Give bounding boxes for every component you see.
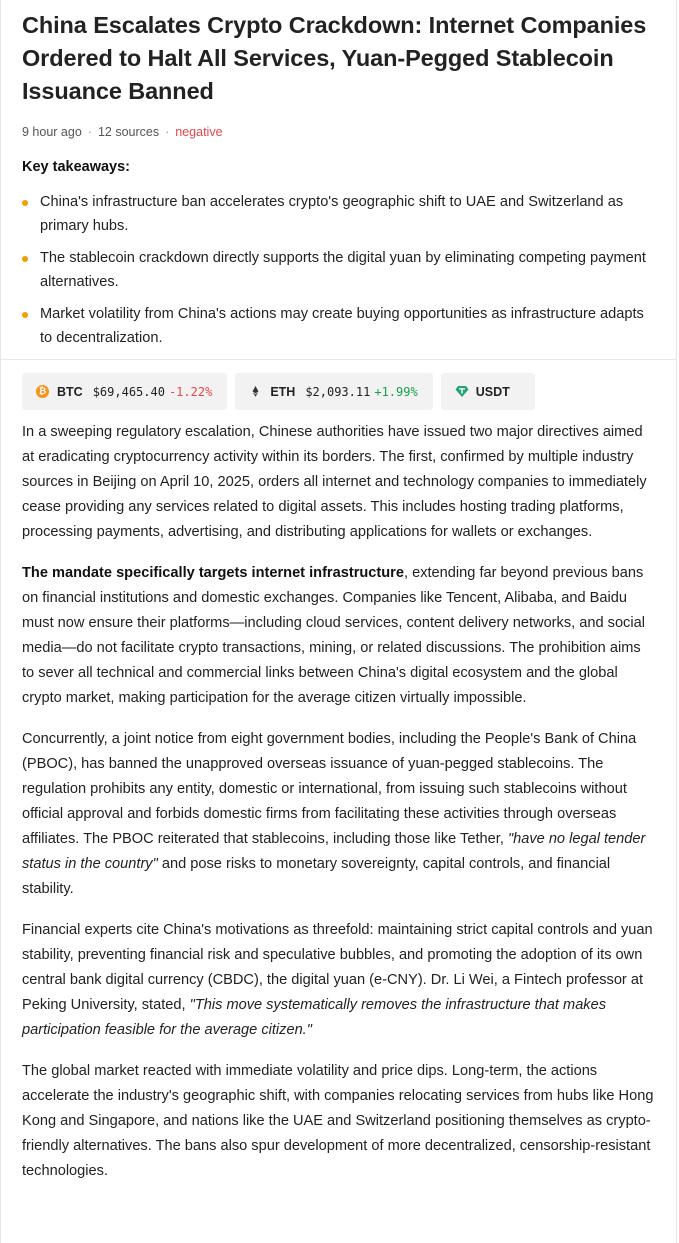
- sources-link[interactable]: 12 sources: [97, 125, 160, 139]
- paragraph-text: , extending far beyond previous bans on financial institutions and domestic exchanges. Companies like Tencent, Alibaba, and Baidu must now ensure their platforms—including cloud services, content delivery networks, and social media—do not facilitate crypto transactions, mining, or related discussions. The prohibition aims to sever all technical and commercial links between China's digital ecosystem and the global crypto market, making participation for the average citizen virtually impossible.: [22, 565, 645, 706]
- quote-text: "have no legal tender status in the country": [22, 831, 646, 872]
- list-item: [22, 191, 656, 238]
- meta-separator: ·: [165, 125, 170, 139]
- bitcoin-icon: ₿: [36, 385, 49, 398]
- takeaway-text: China's infrastructure ban accelerates crypto's geographic shift to UAE and Switzerland as primary hubs.: [40, 194, 624, 234]
- ticker-symbol: ETH: [270, 384, 296, 399]
- ethereum-icon: [249, 385, 262, 398]
- article-meta: [22, 125, 656, 139]
- ticker-symbol: USDT: [475, 384, 510, 399]
- bullet-icon: [22, 256, 28, 262]
- bullet-icon: [22, 312, 28, 318]
- paragraph-text: Financial experts cite China's motivations as threefold: maintaining strict capital controls and yuan stability, preventing financial risk and speculative bubbles, and promoting the adoption of its own central bank digital currency (CBDC), the digital yuan (e-CNY). Dr. Li Wei, a Fintech professor at Peking University, stated,: [22, 922, 653, 1013]
- paragraph-text: Concurrently, a joint notice from eight government bodies, including the People's Bank of China (PBOC), has banned the unapproved overseas issuance of yuan-pegged stablecoins. The regulation prohibits any entity, domestic or international, from issuing such stablecoins without official approval and forbids domestic firms from facilitating these activities through overseas affiliates. The PBOC reiterated that stablecoins, including those like Tether,: [22, 731, 637, 847]
- published-time: 9 hour ago: [22, 125, 82, 139]
- sentiment-badge: negative: [175, 125, 223, 139]
- ticker-eth[interactable]: [235, 373, 432, 410]
- takeaway-text: The stablecoin crackdown directly supports the digital yuan by eliminating competing payment alternatives.: [40, 250, 646, 290]
- ticker-price: $2,093.11: [305, 384, 371, 399]
- paragraph: [22, 727, 656, 902]
- key-takeaways-list: [22, 191, 656, 350]
- meta-separator: ·: [87, 125, 92, 139]
- ticker-btc[interactable]: [22, 373, 227, 410]
- emphasis-text: The mandate specifically targets internet infrastructure: [22, 565, 404, 581]
- paragraph: [22, 918, 656, 1043]
- bullet-icon: [22, 200, 28, 206]
- list-item: [22, 303, 656, 350]
- quote-text: "This move systematically removes the infrastructure that makes participation feasible for the average citizen.": [22, 997, 607, 1038]
- key-takeaways-heading: Key takeaways:: [22, 159, 131, 175]
- paragraph: [22, 561, 656, 711]
- paragraph: In a sweeping regulatory escalation, Chinese authorities have issued two major directives aimed at eradicating cryptocurrency activity within its borders. The first, confirmed by multiple industry sources in Beijing on April 10, 2025, orders all internet and technology companies to immediately cease providing any services related to digital assets. This includes hosting trading platforms, processing payments, advertising, and distributing applications for wallets or exchanges.: [22, 424, 647, 540]
- ticker-change: -1.22%: [168, 384, 213, 399]
- list-item: [22, 247, 656, 294]
- takeaway-text: Market volatility from China's actions may create buying opportunities as infrastructure adapts to decentralization.: [40, 306, 644, 346]
- tether-icon: [455, 385, 468, 398]
- ticker-usdt[interactable]: [441, 373, 535, 410]
- paragraph-text: and pose risks to monetary sovereignty, capital controls, and financial stability.: [22, 856, 611, 897]
- ticker-symbol: BTC: [57, 384, 83, 399]
- ticker-price: $69,465.40: [92, 384, 165, 399]
- paragraph: The global market reacted with immediate volatility and price dips. Long-term, the actions accelerate the industry's geographic shift, with companies relocating services from hubs like Hong Kong and Singapore, and nations like the UAE and Switzerland positioning themselves as crypto-friendly alternatives. The bans also spur development of more decentralized, censorship-resistant technologies.: [22, 1063, 654, 1179]
- ticker-change: +1.99%: [374, 384, 418, 399]
- ticker-bar: [1, 360, 676, 410]
- article-title: China Escalates Crypto Crackdown: Internet Companies Ordered to Halt All Services, Yuan-Pegged Stablecoin Issuance Banned: [22, 12, 647, 104]
- article-header: [1, 0, 676, 350]
- article-body: [1, 420, 676, 1184]
